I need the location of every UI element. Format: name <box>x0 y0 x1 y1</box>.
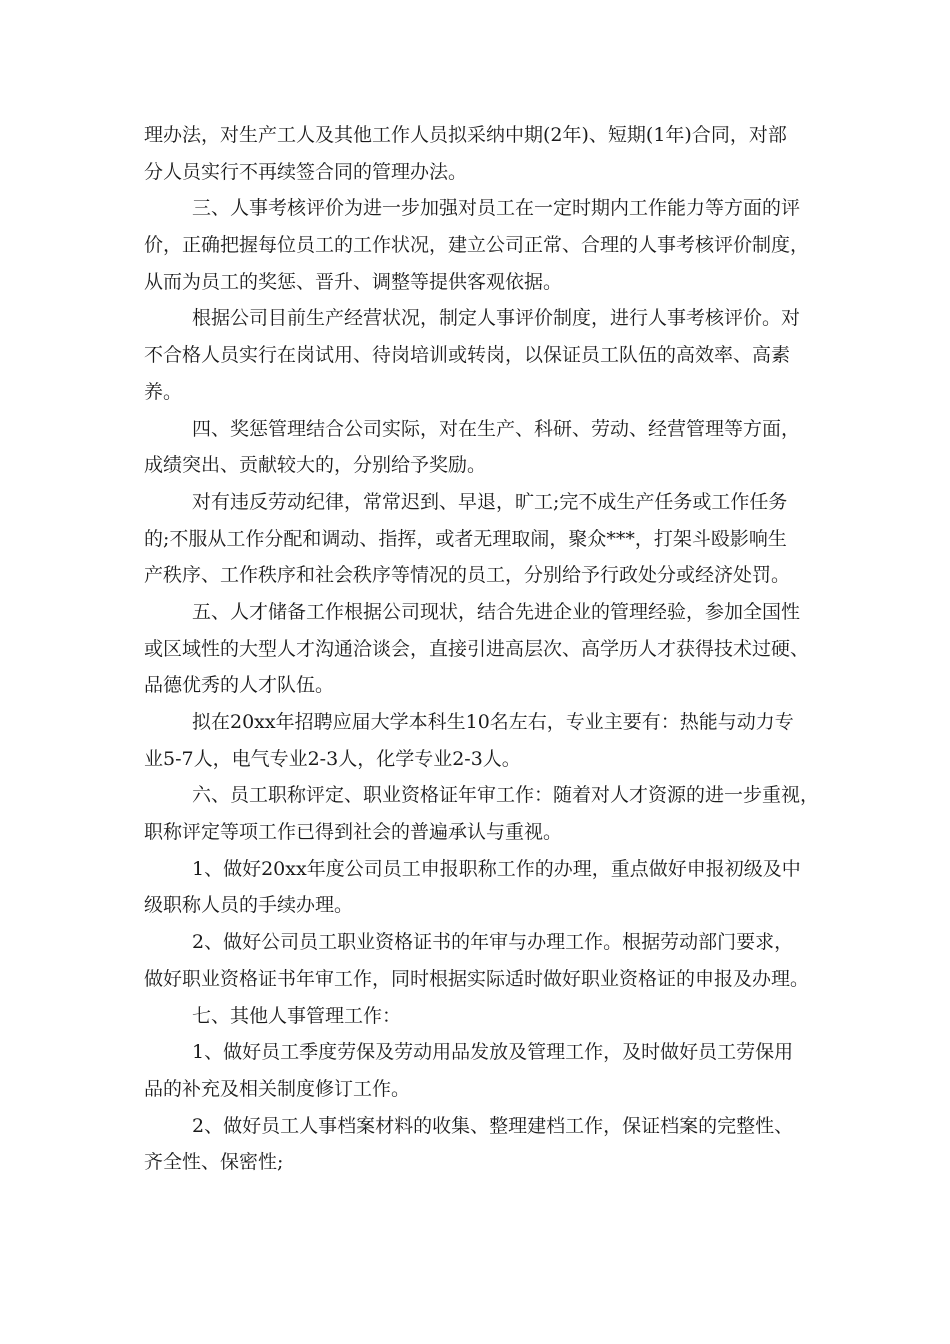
text-line: 拟在20xx年招聘应届大学本科生10名左右，专业主要有：热能与动力专 <box>192 711 794 733</box>
text-line: 六、员工职称评定、职业资格证年审工作：随着对人才资源的进一步重视， <box>192 784 820 807</box>
text-line: 从而为员工的奖惩、晋升、调整等提供客观依据。 <box>144 270 563 293</box>
text-line: 七、其他人事管理工作： <box>192 1004 402 1027</box>
text-line: 产秩序、工作秩序和社会秩序等情况的员工，分别给予行政处分或经济处罚。 <box>144 564 791 587</box>
text-line: 齐全性、保密性; <box>144 1151 284 1174</box>
text-line: 2、做好员工人事档案材料的收集、整理建档工作，保证档案的完整性、 <box>192 1114 794 1137</box>
text-line: 成绩突出、贡献较大的，分别给予奖励。 <box>144 454 487 477</box>
text-line: 业5-7人，电气专业2-3人，化学专业2-3人。 <box>144 747 521 770</box>
text-line: 不合格人员实行在岗试用、待岗培训或转岗，以保证员工队伍的高效率、高素 <box>144 344 791 367</box>
text-line: 1、做好员工季度劳保及劳动用品发放及管理工作，及时做好员工劳保用 <box>192 1041 794 1064</box>
text-line: 分人员实行不再续签合同的管理办法。 <box>144 160 468 183</box>
text-line: 2、做好公司员工职业资格证书的年审与办理工作。根据劳动部门要求， <box>192 931 794 954</box>
text-line: 或区域性的大型人才沟通洽谈会，直接引进高层次、高学历人才获得技术过硬、 <box>144 637 810 660</box>
text-line: 级职称人员的手续办理。 <box>144 894 354 917</box>
text-line: 五、人才储备工作根据公司现状，结合先进企业的管理经验，参加全国性 <box>192 600 801 623</box>
text-line: 职称评定等项工作已得到社会的普遍承认与重视。 <box>144 821 563 844</box>
text-line: 根据公司目前生产经营状况，制定人事评价制度，进行人事考核评价。对 <box>192 307 801 330</box>
text-line: 养。 <box>144 380 183 403</box>
text-line: 四、奖惩管理结合公司实际，对在生产、科研、劳动、经营管理等方面， <box>192 417 801 440</box>
text-line: 价，正确把握每位员工的工作状况，建立公司正常、合理的人事考核评价制度， <box>144 234 810 257</box>
text-line: 品的补充及相关制度修订工作。 <box>144 1077 411 1100</box>
text-line: 理办法，对生产工人及其他工作人员拟采纳中期(2年)、短期(1年)合同，对部 <box>144 124 787 146</box>
text-line: 1、做好20xx年度公司员工申报职称工作的办理，重点做好申报初级及中 <box>192 857 801 880</box>
text-line: 三、人事考核评价为进一步加强对员工在一定时期内工作能力等方面的评 <box>192 197 801 220</box>
text-line: 品德优秀的人才队伍。 <box>144 674 335 697</box>
text-line: 的;不服从工作分配和调动、指挥，或者无理取闹，聚众***，打架斗殴影响生 <box>144 527 787 550</box>
document-body <box>144 117 826 1181</box>
text-line: 做好职业资格证书年审工作，同时根据实际适时做好职业资格证的申报及办理。 <box>144 967 810 990</box>
text-line: 对有违反劳动纪律，常常迟到、早退，旷工;完不成生产任务或工作任务 <box>192 490 788 513</box>
